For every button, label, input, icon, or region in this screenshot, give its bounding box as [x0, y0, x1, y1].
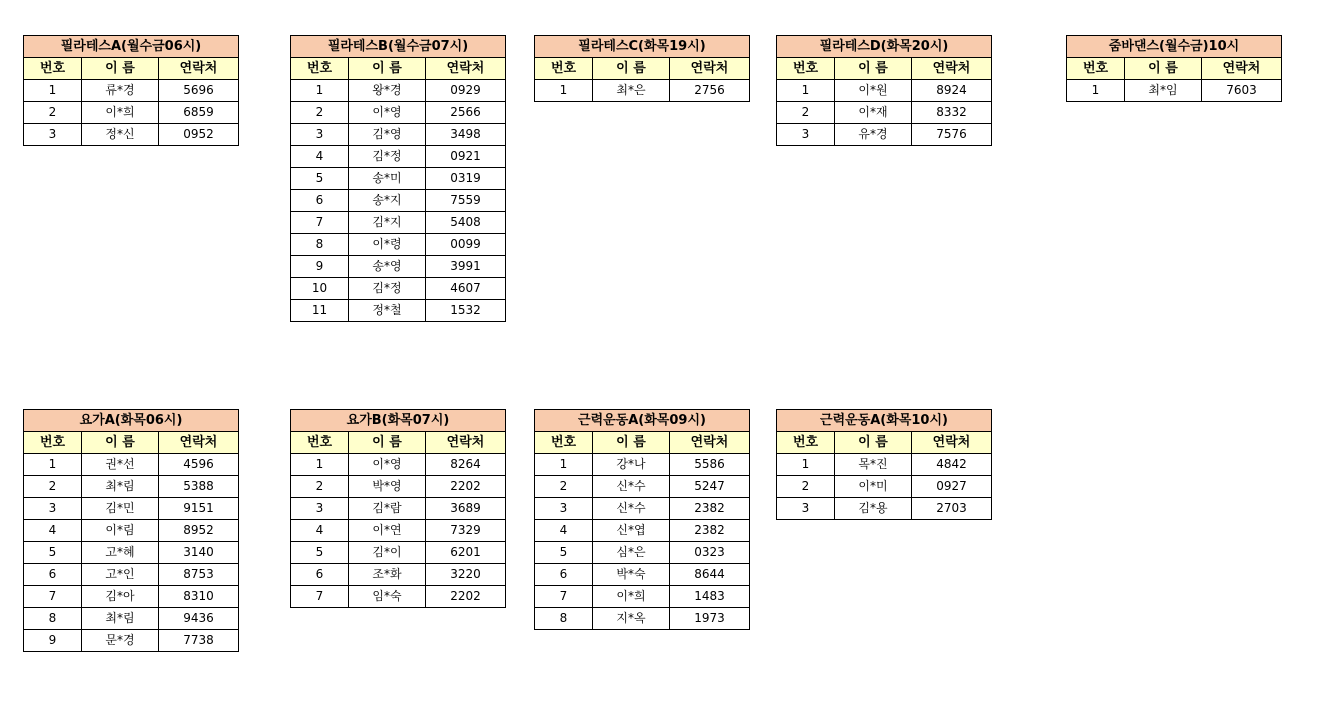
table-row: [24, 586, 239, 608]
cell-phone[interactable]: 2202: [426, 476, 506, 498]
table-row: [24, 542, 239, 564]
table-row: [291, 256, 506, 278]
cell-number[interactable]: 11: [291, 300, 349, 322]
column-header-number[interactable]: 번호: [777, 58, 835, 80]
cell-name[interactable]: 김*영: [349, 124, 426, 146]
cell-number[interactable]: 1: [24, 454, 82, 476]
column-header-number[interactable]: 번호: [24, 58, 82, 80]
header-row: [24, 432, 239, 454]
cell-name[interactable]: 김*지: [349, 212, 426, 234]
cell-number[interactable]: 4: [291, 146, 349, 168]
cell-phone[interactable]: 2382: [670, 520, 750, 542]
column-header-number[interactable]: 번호: [291, 432, 349, 454]
cell-number[interactable]: 5: [535, 542, 593, 564]
roster-table: [776, 35, 992, 146]
cell-phone[interactable]: 0921: [426, 146, 506, 168]
table-row: [535, 80, 750, 102]
table-row: [24, 454, 239, 476]
cell-name[interactable]: 김*아: [82, 586, 159, 608]
table-row: [777, 124, 992, 146]
cell-name[interactable]: 정*신: [82, 124, 159, 146]
cell-name[interactable]: 이*연: [349, 520, 426, 542]
roster-title[interactable]: 필라테스B(월수금07시): [291, 36, 506, 58]
cell-number[interactable]: 7: [535, 586, 593, 608]
cell-name[interactable]: 송*미: [349, 168, 426, 190]
cell-phone[interactable]: 2382: [670, 498, 750, 520]
cell-number[interactable]: 4: [24, 520, 82, 542]
cell-number[interactable]: 3: [24, 498, 82, 520]
table-row: [777, 454, 992, 476]
cell-name[interactable]: 정*철: [349, 300, 426, 322]
roster-title[interactable]: 필라테스D(화목20시): [777, 36, 992, 58]
table-row: [291, 454, 506, 476]
roster-title[interactable]: 줌바댄스(월수금)10시: [1067, 36, 1282, 58]
table-row: [24, 124, 239, 146]
cell-name[interactable]: 김*용: [835, 498, 912, 520]
cell-phone[interactable]: 6859: [159, 102, 239, 124]
header-row: [291, 432, 506, 454]
cell-number[interactable]: 7: [291, 212, 349, 234]
cell-number[interactable]: 6: [291, 190, 349, 212]
cell-name[interactable]: 이*미: [835, 476, 912, 498]
table-row: [291, 234, 506, 256]
cell-phone[interactable]: 3220: [426, 564, 506, 586]
cell-phone[interactable]: 2202: [426, 586, 506, 608]
table-row: [535, 454, 750, 476]
cell-number[interactable]: 3: [777, 498, 835, 520]
table-row: [291, 146, 506, 168]
cell-number[interactable]: 3: [291, 498, 349, 520]
table-row: [777, 476, 992, 498]
cell-name[interactable]: 최*림: [82, 608, 159, 630]
cell-phone[interactable]: 7738: [159, 630, 239, 652]
cell-name[interactable]: 문*경: [82, 630, 159, 652]
roster-title[interactable]: 필라테스A(월수금06시): [24, 36, 239, 58]
cell-number[interactable]: 7: [291, 586, 349, 608]
table-row: [291, 300, 506, 322]
column-header-number[interactable]: 번호: [535, 58, 593, 80]
cell-phone[interactable]: 1532: [426, 300, 506, 322]
column-header-phone[interactable]: 연락처: [1202, 58, 1282, 80]
cell-number[interactable]: 2: [291, 476, 349, 498]
column-header-name[interactable]: 이 름: [82, 432, 159, 454]
cell-name[interactable]: 신*수: [593, 498, 670, 520]
cell-phone[interactable]: 5408: [426, 212, 506, 234]
cell-number[interactable]: 9: [24, 630, 82, 652]
column-header-number[interactable]: 번호: [535, 432, 593, 454]
cell-phone[interactable]: 2566: [426, 102, 506, 124]
cell-number[interactable]: 5: [291, 168, 349, 190]
table-row: [24, 564, 239, 586]
roster-table: [290, 35, 506, 322]
roster-table: [776, 409, 992, 520]
table-row: [24, 102, 239, 124]
cell-number[interactable]: 8: [24, 608, 82, 630]
cell-number[interactable]: 1: [777, 454, 835, 476]
cell-number[interactable]: 1: [777, 80, 835, 102]
table-row: [535, 476, 750, 498]
column-header-phone[interactable]: 연락처: [426, 58, 506, 80]
cell-name[interactable]: 지*옥: [593, 608, 670, 630]
cell-number[interactable]: 2: [291, 102, 349, 124]
roster-title[interactable]: 근력운동A(화목10시): [777, 410, 992, 432]
column-header-name[interactable]: 이 름: [349, 432, 426, 454]
cell-number[interactable]: 2: [777, 102, 835, 124]
column-header-phone[interactable]: 연락처: [426, 432, 506, 454]
cell-number[interactable]: 4: [291, 520, 349, 542]
column-header-number[interactable]: 번호: [291, 58, 349, 80]
table-row: [291, 586, 506, 608]
cell-name[interactable]: 김*정: [349, 146, 426, 168]
table-row: [535, 542, 750, 564]
header-row: [24, 58, 239, 80]
table-row: [535, 520, 750, 542]
cell-number[interactable]: 1: [291, 454, 349, 476]
table-row: [24, 608, 239, 630]
cell-name[interactable]: 이*원: [835, 80, 912, 102]
cell-phone[interactable]: 9436: [159, 608, 239, 630]
cell-phone[interactable]: 8753: [159, 564, 239, 586]
table-row: [291, 520, 506, 542]
cell-name[interactable]: 김*람: [349, 498, 426, 520]
table-row: [535, 608, 750, 630]
column-header-name[interactable]: 이 름: [1125, 58, 1202, 80]
cell-phone[interactable]: 5247: [670, 476, 750, 498]
cell-name[interactable]: 송*지: [349, 190, 426, 212]
table-row: [291, 124, 506, 146]
table-row: [291, 476, 506, 498]
cell-number[interactable]: 1: [535, 80, 593, 102]
cell-name[interactable]: 조*화: [349, 564, 426, 586]
cell-phone[interactable]: 7329: [426, 520, 506, 542]
table-row: [291, 102, 506, 124]
cell-name[interactable]: 김*이: [349, 542, 426, 564]
cell-name[interactable]: 이*림: [82, 520, 159, 542]
cell-name[interactable]: 고*인: [82, 564, 159, 586]
table-row: [291, 498, 506, 520]
cell-name[interactable]: 이*희: [82, 102, 159, 124]
table-row: [535, 586, 750, 608]
cell-name[interactable]: 심*은: [593, 542, 670, 564]
cell-name[interactable]: 유*경: [835, 124, 912, 146]
cell-phone[interactable]: 4596: [159, 454, 239, 476]
cell-number[interactable]: 3: [777, 124, 835, 146]
table-row: [291, 168, 506, 190]
cell-name[interactable]: 김*정: [349, 278, 426, 300]
cell-name[interactable]: 목*진: [835, 454, 912, 476]
table-row: [535, 498, 750, 520]
cell-number[interactable]: 6: [291, 564, 349, 586]
table-row: [291, 564, 506, 586]
table-row: [777, 102, 992, 124]
cell-number[interactable]: 1: [535, 454, 593, 476]
cell-name[interactable]: 김*민: [82, 498, 159, 520]
cell-phone[interactable]: 3689: [426, 498, 506, 520]
cell-number[interactable]: 2: [24, 476, 82, 498]
roster-title[interactable]: 요가A(화목06시): [24, 410, 239, 432]
header-row: [1067, 58, 1282, 80]
table-row: [1067, 80, 1282, 102]
cell-name[interactable]: 류*경: [82, 80, 159, 102]
header-row: [535, 432, 750, 454]
cell-phone[interactable]: 3991: [426, 256, 506, 278]
cell-name[interactable]: 최*임: [1125, 80, 1202, 102]
table-row: [291, 542, 506, 564]
table-row: [291, 190, 506, 212]
cell-phone[interactable]: 8264: [426, 454, 506, 476]
cell-phone[interactable]: 3140: [159, 542, 239, 564]
cell-number[interactable]: 2: [24, 102, 82, 124]
cell-phone[interactable]: 8332: [912, 102, 992, 124]
cell-phone[interactable]: 6201: [426, 542, 506, 564]
cell-number[interactable]: 6: [24, 564, 82, 586]
table-row: [777, 498, 992, 520]
column-header-number[interactable]: 번호: [777, 432, 835, 454]
cell-number[interactable]: 6: [535, 564, 593, 586]
table-row: [24, 630, 239, 652]
cell-number[interactable]: 8: [291, 234, 349, 256]
column-header-name[interactable]: 이 름: [593, 432, 670, 454]
cell-name[interactable]: 이*영: [349, 102, 426, 124]
cell-phone[interactable]: 2756: [670, 80, 750, 102]
cell-number[interactable]: 5: [24, 542, 82, 564]
cell-phone[interactable]: 8644: [670, 564, 750, 586]
cell-name[interactable]: 이*재: [835, 102, 912, 124]
column-header-phone[interactable]: 연락처: [159, 58, 239, 80]
cell-number[interactable]: 8: [535, 608, 593, 630]
header-row: [777, 58, 992, 80]
table-row: [24, 80, 239, 102]
cell-name[interactable]: 최*은: [593, 80, 670, 102]
column-header-name[interactable]: 이 름: [835, 58, 912, 80]
table-row: [24, 498, 239, 520]
roster-title[interactable]: 필라테스C(화목19시): [535, 36, 750, 58]
cell-phone[interactable]: 1973: [670, 608, 750, 630]
cell-name[interactable]: 송*영: [349, 256, 426, 278]
cell-phone[interactable]: 8310: [159, 586, 239, 608]
header-row: [535, 58, 750, 80]
table-row: [777, 80, 992, 102]
cell-phone[interactable]: 2703: [912, 498, 992, 520]
column-header-name[interactable]: 이 름: [82, 58, 159, 80]
cell-phone[interactable]: 1483: [670, 586, 750, 608]
cell-phone[interactable]: 0099: [426, 234, 506, 256]
column-header-number[interactable]: 번호: [1067, 58, 1125, 80]
roster-title[interactable]: 요가B(화목07시): [291, 410, 506, 432]
cell-name[interactable]: 이*령: [349, 234, 426, 256]
column-header-phone[interactable]: 연락처: [912, 432, 992, 454]
roster-table: [534, 35, 750, 102]
table-row: [291, 278, 506, 300]
cell-phone[interactable]: 8952: [159, 520, 239, 542]
cell-phone[interactable]: 9151: [159, 498, 239, 520]
column-header-number[interactable]: 번호: [24, 432, 82, 454]
column-header-phone[interactable]: 연락처: [912, 58, 992, 80]
table-row: [24, 476, 239, 498]
table-row: [24, 520, 239, 542]
column-header-name[interactable]: 이 름: [835, 432, 912, 454]
header-row: [777, 432, 992, 454]
cell-number[interactable]: 3: [24, 124, 82, 146]
header-row: [291, 58, 506, 80]
roster-table: [1066, 35, 1282, 102]
cell-name[interactable]: 권*선: [82, 454, 159, 476]
column-header-phone[interactable]: 연락처: [159, 432, 239, 454]
cell-phone[interactable]: 3498: [426, 124, 506, 146]
cell-phone[interactable]: 7576: [912, 124, 992, 146]
cell-phone[interactable]: 4607: [426, 278, 506, 300]
table-row: [291, 80, 506, 102]
cell-phone[interactable]: 8924: [912, 80, 992, 102]
cell-number[interactable]: 10: [291, 278, 349, 300]
cell-number[interactable]: 1: [291, 80, 349, 102]
cell-name[interactable]: 신*엽: [593, 520, 670, 542]
cell-name[interactable]: 이*영: [349, 454, 426, 476]
cell-name[interactable]: 고*혜: [82, 542, 159, 564]
cell-name[interactable]: 박*영: [349, 476, 426, 498]
cell-number[interactable]: 3: [291, 124, 349, 146]
cell-phone[interactable]: 0927: [912, 476, 992, 498]
cell-name[interactable]: 신*수: [593, 476, 670, 498]
roster-table: [23, 409, 239, 652]
cell-number[interactable]: 1: [24, 80, 82, 102]
table-row: [535, 564, 750, 586]
cell-number[interactable]: 5: [291, 542, 349, 564]
cell-phone[interactable]: 5388: [159, 476, 239, 498]
cell-phone[interactable]: 5696: [159, 80, 239, 102]
cell-number[interactable]: 3: [535, 498, 593, 520]
cell-phone[interactable]: 0323: [670, 542, 750, 564]
cell-phone[interactable]: 0929: [426, 80, 506, 102]
cell-name[interactable]: 임*숙: [349, 586, 426, 608]
cell-name[interactable]: 왕*경: [349, 80, 426, 102]
cell-number[interactable]: 2: [535, 476, 593, 498]
roster-title[interactable]: 근력운동A(화목09시): [535, 410, 750, 432]
column-header-phone[interactable]: 연락처: [670, 58, 750, 80]
cell-phone[interactable]: 7603: [1202, 80, 1282, 102]
cell-number[interactable]: 4: [535, 520, 593, 542]
column-header-name[interactable]: 이 름: [593, 58, 670, 80]
cell-phone[interactable]: 5586: [670, 454, 750, 476]
cell-name[interactable]: 최*림: [82, 476, 159, 498]
cell-name[interactable]: 박*숙: [593, 564, 670, 586]
roster-table: [290, 409, 506, 608]
column-header-name[interactable]: 이 름: [349, 58, 426, 80]
roster-table: [534, 409, 750, 630]
cell-number[interactable]: 9: [291, 256, 349, 278]
cell-number[interactable]: 1: [1067, 80, 1125, 102]
cell-phone[interactable]: 0319: [426, 168, 506, 190]
cell-phone[interactable]: 7559: [426, 190, 506, 212]
cell-number[interactable]: 7: [24, 586, 82, 608]
cell-phone[interactable]: 4842: [912, 454, 992, 476]
cell-name[interactable]: 강*나: [593, 454, 670, 476]
column-header-phone[interactable]: 연락처: [670, 432, 750, 454]
table-row: [291, 212, 506, 234]
roster-table: [23, 35, 239, 146]
cell-number[interactable]: 2: [777, 476, 835, 498]
cell-name[interactable]: 이*희: [593, 586, 670, 608]
cell-phone[interactable]: 0952: [159, 124, 239, 146]
